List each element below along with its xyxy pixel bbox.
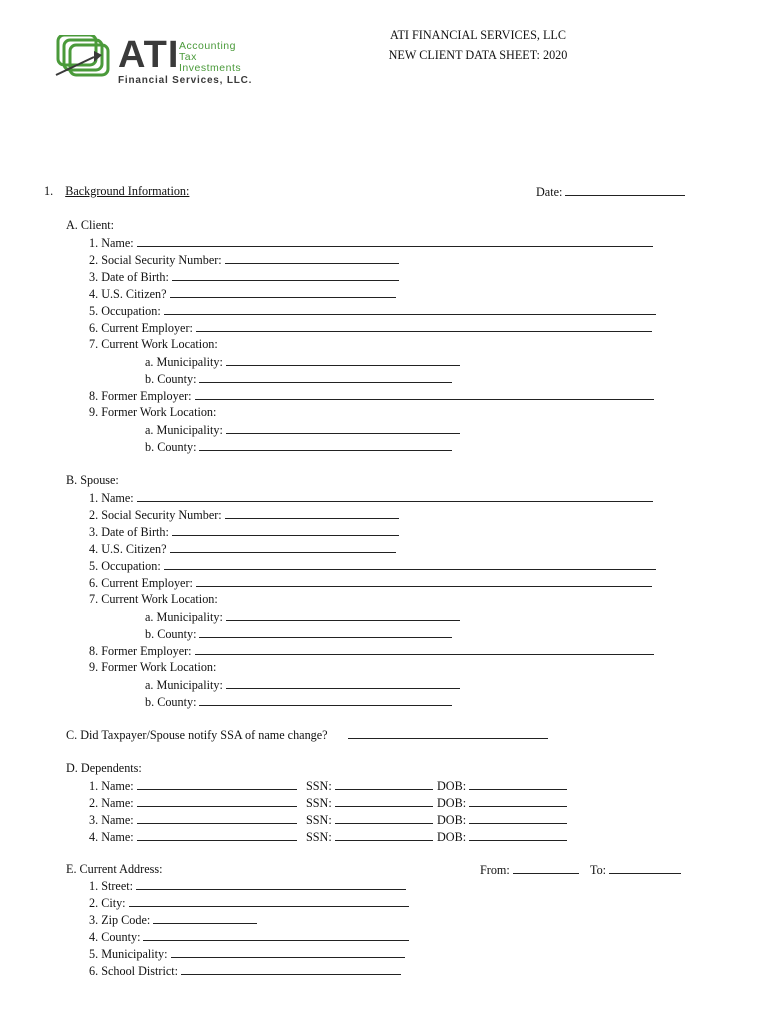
field-label: 1. Name: [89, 779, 134, 793]
logo-line-investments: Investments [179, 62, 242, 74]
field-label: 2. Social Security Number: [89, 508, 222, 522]
field-label: a. Municipality: [145, 423, 223, 437]
logo-line-tax: Tax [179, 51, 197, 63]
spouse-municipality-field[interactable] [145, 609, 460, 624]
dependent-4-name-blank[interactable] [137, 829, 297, 841]
address-zip-field[interactable] [89, 912, 257, 927]
spouse-name-field[interactable] [89, 490, 653, 505]
field-label: 3. Zip Code: [89, 913, 151, 927]
address-to-blank[interactable] [609, 862, 681, 874]
field-label: 4. County: [89, 930, 141, 944]
field-label: 6. School District: [89, 964, 179, 978]
field-label: 2. Name: [89, 796, 134, 810]
field-label: b. County: [145, 372, 197, 386]
client-municipality-field[interactable] [145, 354, 460, 369]
address-municipality-field[interactable] [89, 946, 405, 961]
field-label: 8. Former Employer: [89, 644, 192, 658]
client-citizen-field[interactable] [89, 286, 396, 301]
address-county-field[interactable] [89, 929, 409, 944]
address-street-blank[interactable] [136, 878, 406, 890]
dependent-3-name-blank[interactable] [137, 812, 297, 824]
spouse-name-blank[interactable] [137, 490, 653, 502]
field-label: 2. City: [89, 896, 126, 910]
date-label: Date: [536, 185, 563, 199]
page-title: NEW CLIENT DATA SHEET: 2020 [388, 48, 568, 62]
spouse-former-municipality-field[interactable] [145, 677, 460, 692]
client-dob-blank[interactable] [172, 269, 399, 281]
dependent-1-name-blank[interactable] [137, 778, 297, 790]
ssa-answer-blank[interactable] [348, 727, 548, 739]
field-label: 4. Name: [89, 830, 134, 844]
field-label: SSN: [306, 813, 332, 827]
spouse-former-municipality-blank[interactable] [226, 677, 460, 689]
spouse-citizen-blank[interactable] [170, 541, 396, 553]
field-label: 5. Occupation: [89, 559, 161, 573]
spouse-citizen-field[interactable] [89, 541, 396, 556]
client-ssn-field[interactable] [89, 252, 399, 267]
field-label: 1. Name: [89, 491, 134, 505]
spouse-dob-blank[interactable] [172, 524, 399, 536]
dependent-4-ssn-field[interactable] [306, 829, 433, 844]
client-name-blank[interactable] [137, 235, 653, 247]
field-label: DOB: [437, 830, 467, 844]
logo-company-name: Financial Services, LLC. [118, 75, 253, 86]
ssa-question-field[interactable] [66, 727, 548, 742]
spouse-municipality-blank[interactable] [226, 609, 460, 621]
field-label: From: [480, 863, 510, 877]
section-number: 1. [44, 184, 54, 198]
client-occupation-blank[interactable] [164, 303, 656, 315]
dependent-2-name-blank[interactable] [137, 795, 297, 807]
dependent-4-dob-blank[interactable] [469, 829, 567, 841]
client-heading: A. Client: [66, 218, 115, 232]
dependent-3-dob-field[interactable] [437, 812, 567, 827]
address-school-district-blank[interactable] [181, 963, 401, 975]
dependent-1-dob-blank[interactable] [469, 778, 567, 790]
spouse-ssn-blank[interactable] [225, 507, 399, 519]
date-field[interactable] [536, 184, 685, 199]
client-citizen-blank[interactable] [170, 286, 396, 298]
spouse-county-field[interactable] [145, 626, 452, 641]
logo-mark-icon [54, 35, 116, 81]
spouse-occupation-field[interactable] [89, 558, 656, 573]
company-name: ATI FINANCIAL SERVICES, LLC [390, 28, 566, 42]
field-label: DOB: [437, 813, 467, 827]
ssa-question-label: C. Did Taxpayer/Spouse notify SSA of name change? [66, 728, 328, 742]
client-county-blank[interactable] [199, 371, 452, 383]
address-street-field[interactable] [89, 878, 406, 893]
field-label: 6. Current Employer: [89, 321, 193, 335]
field-label: To: [590, 863, 607, 877]
field-label: 5. Occupation: [89, 304, 161, 318]
client-municipality-blank[interactable] [226, 354, 460, 366]
spouse-county-blank[interactable] [199, 626, 452, 638]
field-label: 3. Date of Birth: [89, 525, 169, 539]
company-logo [54, 33, 269, 89]
dependent-1-ssn-field[interactable] [306, 778, 433, 793]
spouse-employer-blank[interactable] [196, 575, 652, 587]
dependent-2-ssn-blank[interactable] [335, 795, 433, 807]
field-label: SSN: [306, 779, 332, 793]
address-from-field[interactable] [480, 862, 579, 877]
client-former-location-label: 9. Former Work Location: [89, 405, 217, 419]
field-label: 4. U.S. Citizen? [89, 287, 167, 301]
dependent-3-name-field[interactable] [89, 812, 297, 827]
field-label: DOB: [437, 779, 467, 793]
field-label: 8. Former Employer: [89, 389, 192, 403]
field-label: 6. Current Employer: [89, 576, 193, 590]
client-ssn-blank[interactable] [225, 252, 399, 264]
field-label: a. Municipality: [145, 355, 223, 369]
spouse-former-county-blank[interactable] [199, 694, 452, 706]
address-zip-blank[interactable] [153, 912, 257, 924]
logo-wordmark: ATI [118, 34, 180, 76]
address-school-district-field[interactable] [89, 963, 401, 978]
field-label: DOB: [437, 796, 467, 810]
logo-line-accounting: Accounting [179, 40, 236, 52]
section-title: Background Information: [65, 184, 190, 198]
spouse-former-location-label: 9. Former Work Location: [89, 660, 217, 674]
address-heading: E. Current Address: [66, 862, 163, 876]
dependent-1-name-field[interactable] [89, 778, 297, 793]
spouse-former-employer-field[interactable] [89, 643, 654, 658]
spouse-dob-field[interactable] [89, 524, 399, 539]
spouse-former-employer-blank[interactable] [195, 643, 654, 655]
field-label: 1. Street: [89, 879, 134, 893]
client-former-county-field[interactable] [145, 439, 452, 454]
client-employer-blank[interactable] [196, 320, 652, 332]
section-background-heading [44, 184, 189, 198]
address-from-blank[interactable] [513, 862, 579, 874]
dependent-4-ssn-blank[interactable] [335, 829, 433, 841]
field-label: b. County: [145, 440, 197, 454]
client-former-employer-blank[interactable] [195, 388, 654, 400]
field-label: 5. Municipality: [89, 947, 168, 961]
dependent-1-ssn-blank[interactable] [335, 778, 433, 790]
client-employer-field[interactable] [89, 320, 652, 335]
field-label: SSN: [306, 830, 332, 844]
address-city-field[interactable] [89, 895, 409, 910]
dependents-heading: D. Dependents: [66, 761, 142, 775]
dependent-2-dob-blank[interactable] [469, 795, 567, 807]
field-label: SSN: [306, 796, 332, 810]
address-to-field[interactable] [590, 862, 681, 877]
field-label: 4. U.S. Citizen? [89, 542, 167, 556]
client-former-municipality-field[interactable] [145, 422, 460, 437]
date-blank[interactable] [565, 184, 685, 196]
client-occupation-field[interactable] [89, 303, 656, 318]
field-label: a. Municipality: [145, 610, 223, 624]
dependent-2-ssn-field[interactable] [306, 795, 433, 810]
dependent-3-ssn-blank[interactable] [335, 812, 433, 824]
spouse-former-county-field[interactable] [145, 694, 452, 709]
address-county-blank[interactable] [143, 929, 409, 941]
field-label: 3. Name: [89, 813, 134, 827]
field-label: a. Municipality: [145, 678, 223, 692]
client-dob-field[interactable] [89, 269, 399, 284]
client-county-field[interactable] [145, 371, 452, 386]
client-former-employer-field[interactable] [89, 388, 654, 403]
address-city-blank[interactable] [129, 895, 409, 907]
dependent-4-dob-field[interactable] [437, 829, 567, 844]
client-name-field[interactable] [89, 235, 653, 250]
client-former-municipality-blank[interactable] [226, 422, 460, 434]
dependent-1-dob-field[interactable] [437, 778, 567, 793]
spouse-employer-field[interactable] [89, 575, 652, 590]
client-work-location-label: 7. Current Work Location: [89, 337, 218, 351]
dependent-2-name-field[interactable] [89, 795, 297, 810]
dependent-2-dob-field[interactable] [437, 795, 567, 810]
field-label: 3. Date of Birth: [89, 270, 169, 284]
client-former-county-blank[interactable] [199, 439, 452, 451]
dependent-3-dob-blank[interactable] [469, 812, 567, 824]
spouse-occupation-blank[interactable] [164, 558, 656, 570]
dependent-4-name-field[interactable] [89, 829, 297, 844]
dependent-3-ssn-field[interactable] [306, 812, 433, 827]
field-label: b. County: [145, 695, 197, 709]
spouse-ssn-field[interactable] [89, 507, 399, 522]
field-label: b. County: [145, 627, 197, 641]
field-label: 2. Social Security Number: [89, 253, 222, 267]
spouse-heading: B. Spouse: [66, 473, 119, 487]
address-municipality-blank[interactable] [171, 946, 405, 958]
spouse-work-location-label: 7. Current Work Location: [89, 592, 218, 606]
field-label: 1. Name: [89, 236, 134, 250]
